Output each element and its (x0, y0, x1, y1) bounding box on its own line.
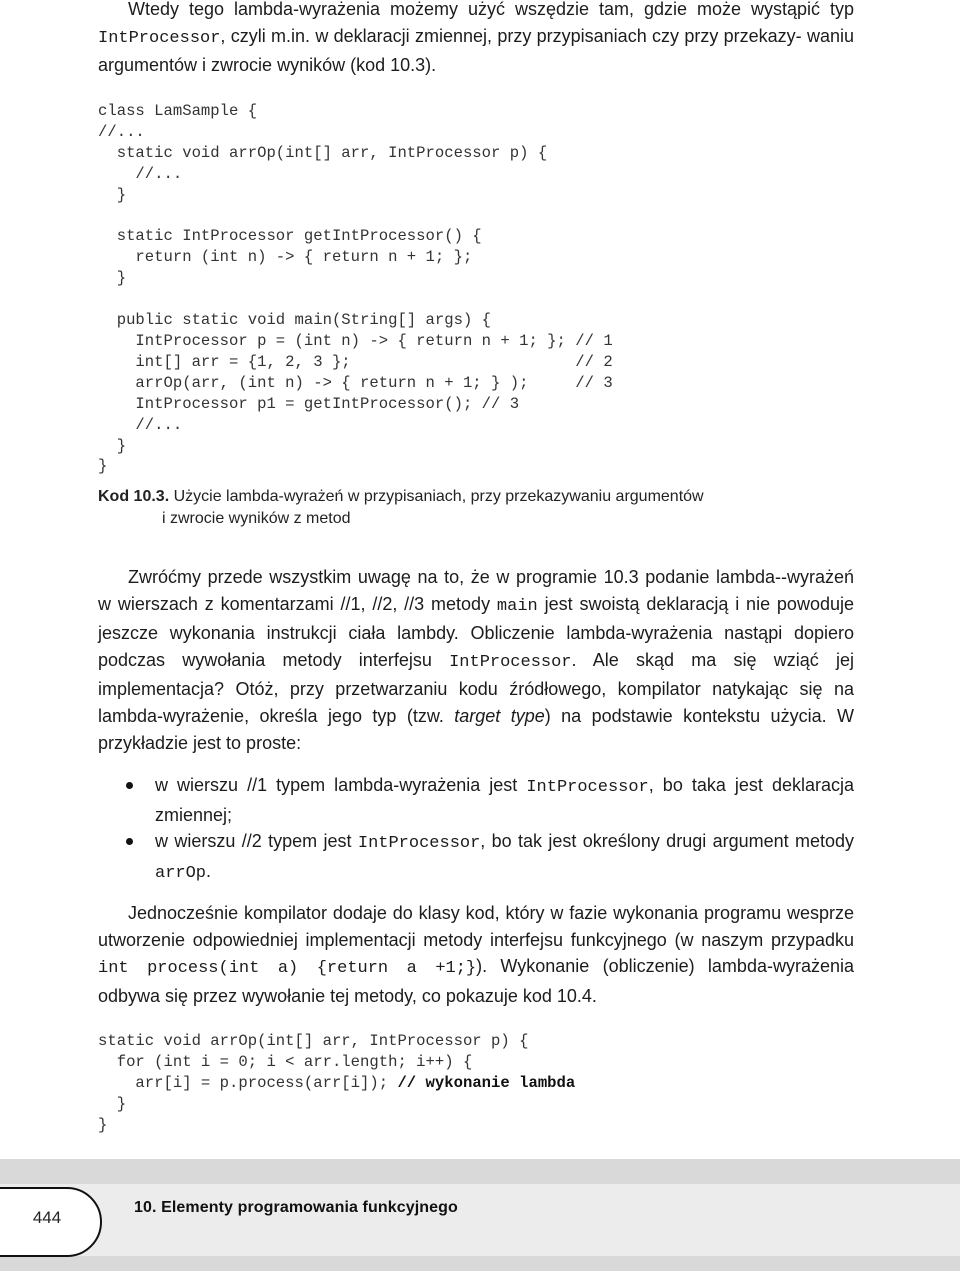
code-line: public static void main(String[] args) { (98, 311, 492, 330)
code-line: } (98, 269, 127, 288)
footer-strip (0, 1184, 960, 1256)
code-line: static void arrOp(int[] arr, IntProcessor p) { (98, 1032, 529, 1050)
code-line: } (98, 436, 127, 455)
bullet-icon (126, 838, 133, 845)
code-line: for (int i = 0; i < arr.length; i++) { (98, 1052, 473, 1071)
code-line: static IntProcessor getIntProcessor() { (98, 227, 482, 246)
para2-code-intprocessor: IntProcessor (449, 652, 572, 672)
bullet-code: IntProcessor (357, 834, 481, 854)
bullet-text: . (206, 860, 212, 881)
intro-inline-code: IntProcessor (98, 28, 221, 48)
intro-line2: , czyli m.in. w deklaracji zmiennej, przy przypisaniach czy przy przekazy- (220, 25, 802, 46)
para3-text: Jednocześnie kompilator dodaje do klasy kod, który w fazie wykonania programu wesprze utworzenie odpowiedniej implementacji metody interfejsu funkcyjnego (w naszym przypadku (98, 903, 854, 950)
code-line: } (98, 457, 108, 476)
code-line: arrOp(arr, (int n) -> { return n + 1; } ); // 3 (98, 373, 613, 392)
code-line: return (int n) -> { return n + 1; }; (98, 248, 473, 267)
code-line: } (98, 185, 127, 204)
code-line: class LamSample { (98, 102, 258, 120)
page-number: 444 (32, 1208, 62, 1227)
compiler-paragraph (98, 900, 854, 1009)
bullet-text: w wierszu //1 typem lambda-wyrażenia jest (155, 775, 527, 795)
para2-text: jest swoistą deklaracją i nie powoduje jeszcze wykonania instrukcji ciała lambdy. Obliczenie lambda-wyrażenia nastąpi dopiero podczas wywołania metody interfejsu (98, 593, 854, 670)
para2-text: ) na podstawie kontekstu użycia. W przykładzie jest to proste: (98, 705, 854, 753)
code-line: //... (98, 415, 183, 434)
code-line: //... (98, 122, 145, 141)
code-comment: // wykonanie lambda (397, 1073, 576, 1092)
code-line: int[] arr = {1, 2, 3 }; // 2 (98, 352, 613, 371)
para3-text: ). Wykonanie (obliczenie) lambda-wyrażenia odbywa się przez wywołanie tej metody, co pokazuje kod 10.4. (98, 956, 854, 1006)
code-line: static void arrOp(int[] arr, IntProcessor p) { (98, 143, 548, 162)
para2-emphasis: target type (454, 705, 545, 726)
bullet-code: arrOp (155, 863, 207, 883)
para2-code-main: main (496, 596, 538, 616)
caption-label: Kod 10.3. (98, 488, 170, 505)
code-line: //... (98, 164, 183, 183)
listing-caption (98, 486, 798, 530)
code-line: IntProcessor p = (int n) -> { return n + 1; }; // 1 (98, 331, 613, 350)
code-line: IntProcessor p1 = getIntProcessor(); // 3 (98, 394, 520, 413)
code-line: } (98, 1094, 127, 1113)
chapter-title: 10. Elementy programowania funkcyjnego (134, 1199, 458, 1216)
bullet-list (98, 772, 854, 887)
bullet-code: IntProcessor (526, 778, 649, 797)
para2-text: . Ale skąd ma się wziąć jej implementacja? Otóż, przy przetwarzaniu kodu źródłowego, kompilator natykając się na lambda-wyrażenie, określa jego typ (tzw. (98, 649, 854, 726)
para2-text: Zwróćmy przede wszystkim uwagę na to, że w programie 10.3 podanie lambda--wyrażeń w wierszach z komentarzami //1, //2, //3 metody (98, 567, 854, 614)
caption-text-line1: Użycie lambda-wyrażeń w przypisaniach, przy przekazywaniu argumentów (173, 488, 704, 505)
bullet-text: w wierszu //2 typem jest (155, 831, 358, 852)
intro-paragraph (98, 0, 854, 79)
explanation-paragraph (98, 564, 854, 756)
bullet-text: , bo taka jest deklaracja zmiennej; (155, 775, 855, 825)
list-item (98, 828, 854, 887)
code-listing-10-4 (98, 1031, 575, 1136)
bullet-icon (126, 782, 133, 789)
intro-line1: Wtedy tego lambda-wyrażenia możemy użyć wszędzie tam, gdzie może wystąpić typ (128, 0, 854, 19)
code-line: } (98, 1115, 108, 1134)
list-item (98, 772, 854, 828)
intro-line3: waniu argumentów i zwrocie wyników (kod 10.3). (98, 25, 854, 76)
caption-text-line2: i zwrocie wyników z metod (162, 510, 351, 527)
code-listing-10-3 (98, 101, 613, 477)
para3-code: int process(int a) {return a +1;} (98, 959, 477, 979)
bullet-text: , bo tak jest określony drugi argument metody (480, 831, 855, 852)
code-line: arr[i] = p.process(arr[i]); (98, 1073, 398, 1092)
